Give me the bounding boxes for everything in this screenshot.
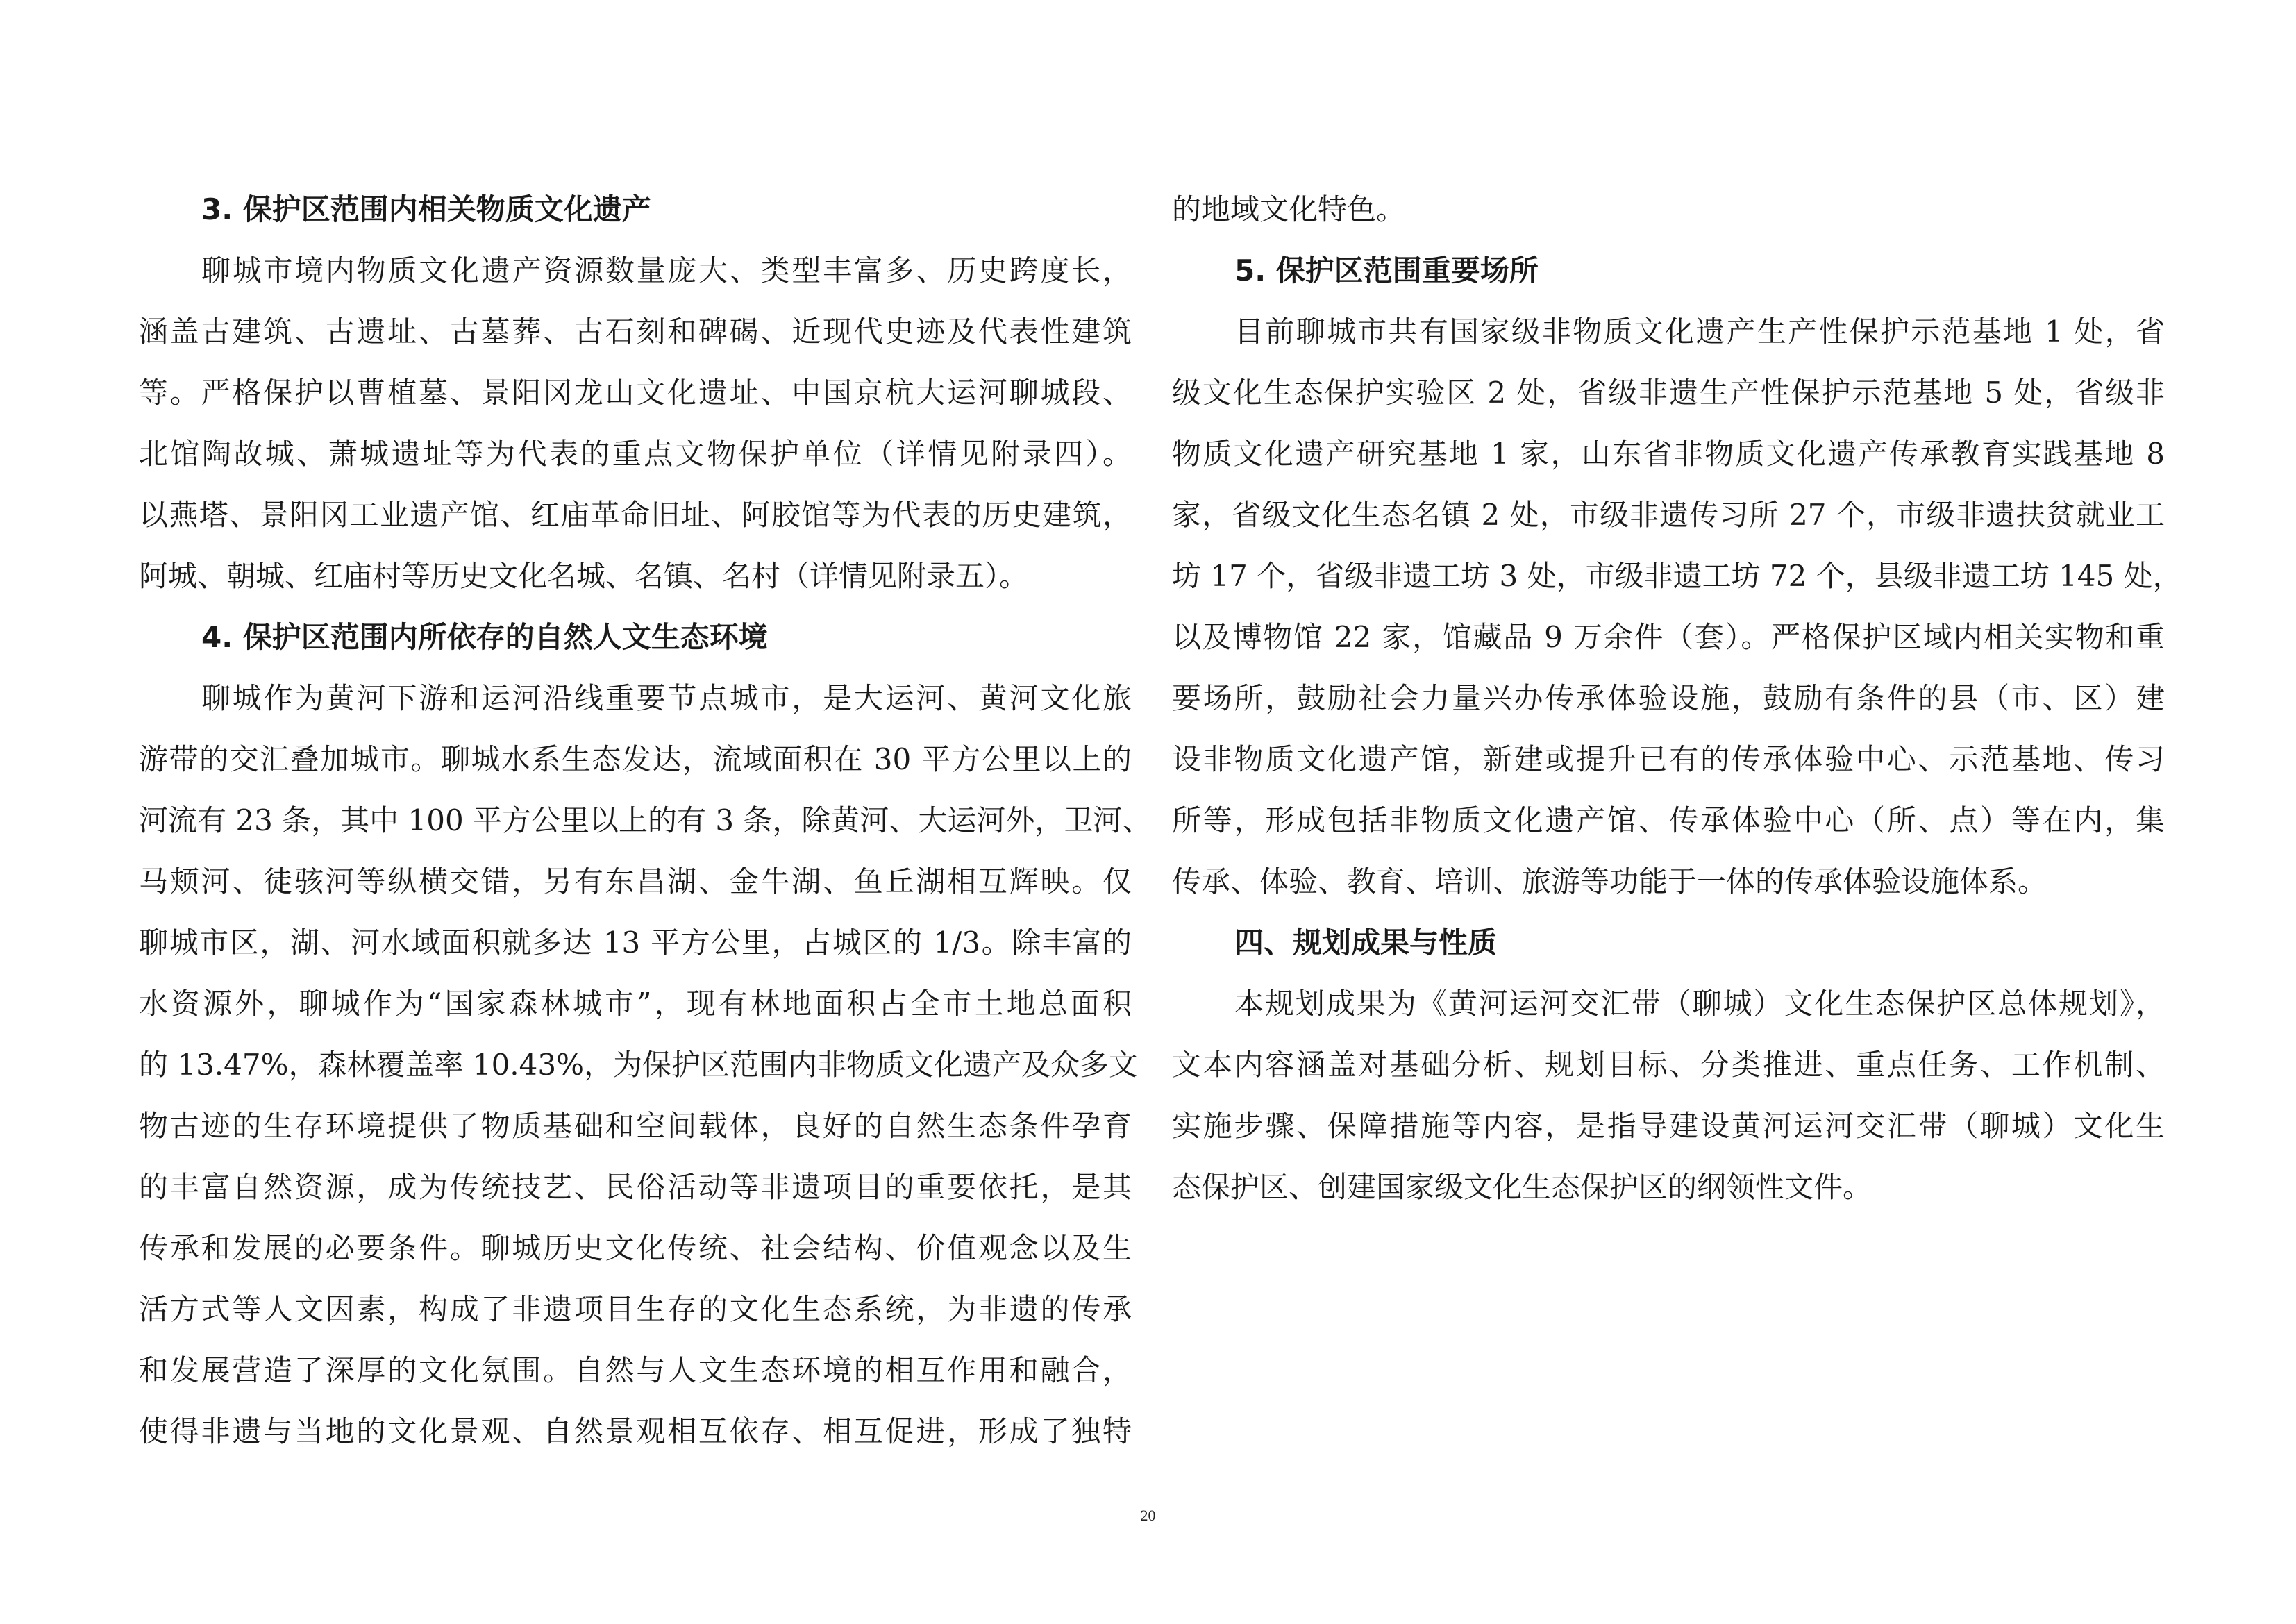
- paragraph-line: 和发展营造了深厚的文化氛围。自然与人文生态环境的相互作用和融合，: [139, 1353, 1132, 1387]
- paragraph-continuation: 的地域文化特色。: [1172, 192, 1406, 226]
- paragraph-line: 聊城市区，湖、河水域面积就多达 13 平方公里，占城区的 1/3。除丰富的: [139, 926, 1132, 960]
- left-column: [139, 179, 1152, 1462]
- paragraph-line: 以及博物馆 22 家，馆藏品 9 万余件（套）。严格保护区域内相关实物和重: [1172, 620, 2165, 654]
- paragraph-line: 水资源外，聊城作为“国家森林城市”，现有林地面积占全市土地总面积: [139, 987, 1132, 1021]
- paragraph-line: 传承、体验、教育、培训、旅游等功能于一体的传承体验设施体系。: [1172, 864, 2047, 898]
- section-3-heading: 3. 保护区范围内相关物质文化遗产: [201, 192, 651, 226]
- paragraph-line: 级文化生态保护实验区 2 处，省级非遗生产性保护示范基地 5 处，省级非: [1172, 376, 2165, 410]
- paragraph-line: 本规划成果为《黄河运河交汇带（聊城）文化生态保护区总体规划》，: [1234, 987, 2165, 1021]
- paragraph-line: 设非物质文化遗产馆，新建或提升已有的传承体验中心、示范基地、传习: [1172, 742, 2165, 776]
- paragraph-line: 所等，形成包括非物质文化遗产馆、传承体验中心（所、点）等在内，集: [1172, 803, 2165, 837]
- section-5-heading: 5. 保护区范围重要场所: [1234, 253, 1539, 287]
- section-four-heading: 四、规划成果与性质: [1234, 926, 1498, 960]
- paragraph-line: 阿城、朝城、红庙村等历史文化名城、名镇、名村（详情见附录五）。: [139, 559, 1029, 593]
- paragraph-line: 以燕塔、景阳冈工业遗产馆、红庙革命旧址、阿胶馆等为代表的历史建筑，: [139, 498, 1132, 532]
- right-column: [1172, 179, 2182, 1218]
- page-number: 20: [1140, 1507, 1156, 1524]
- section-4-heading: 4. 保护区范围内所依存的自然人文生态环境: [201, 620, 768, 654]
- paragraph-line: 态保护区、创建国家级文化生态保护区的纲领性文件。: [1172, 1170, 1872, 1204]
- paragraph-line: 北馆陶故城、萧城遗址等为代表的重点文物保护单位（详情见附录四）。: [139, 437, 1132, 471]
- paragraph-line: 的丰富自然资源，成为传统技艺、民俗活动等非遗项目的重要依托，是其: [139, 1170, 1132, 1204]
- paragraph-line: 家，省级文化生态名镇 2 处，市级非遗传习所 27 个，市级非遗扶贫就业工: [1172, 498, 2165, 532]
- paragraph-line: 涵盖古建筑、古遗址、古墓葬、古石刻和碑碣、近现代史迹及代表性建筑: [139, 315, 1132, 349]
- paragraph-line: 目前聊城市共有国家级非物质文化遗产生产性保护示范基地 1 处，省: [1234, 315, 2165, 349]
- paragraph-line: 传承和发展的必要条件。聊城历史文化传统、社会结构、价值观念以及生: [139, 1231, 1132, 1265]
- paragraph-line: 文本内容涵盖对基础分析、规划目标、分类推进、重点任务、工作机制、: [1172, 1048, 2165, 1082]
- paragraph-line: 实施步骤、保障措施等内容，是指导建设黄河运河交汇带（聊城）文化生: [1172, 1109, 2165, 1143]
- paragraph-line: 河流有 23 条，其中 100 平方公里以上的有 3 条，除黄河、大运河外，卫河、: [139, 803, 1152, 837]
- paragraph-line: 等。严格保护以曹植墓、景阳冈龙山文化遗址、中国京杭大运河聊城段、: [139, 376, 1132, 410]
- paragraph-line: 要场所，鼓励社会力量兴办传承体验设施，鼓励有条件的县（市、区）建: [1172, 681, 2165, 715]
- paragraph-line: 的 13.47%，森林覆盖率 10.43%，为保护区范围内非物质文化遗产及众多文: [139, 1048, 1138, 1082]
- paragraph-line: 游带的交汇叠加城市。聊城水系生态发达，流域面积在 30 平方公里以上的: [139, 742, 1132, 776]
- paragraph-line: 马颊河、徒骇河等纵横交错，另有东昌湖、金牛湖、鱼丘湖相互辉映。仅: [139, 864, 1132, 898]
- paragraph-line: 活方式等人文因素，构成了非遗项目生存的文化生态系统，为非遗的传承: [139, 1292, 1132, 1326]
- paragraph-line: 使得非遗与当地的文化景观、自然景观相互依存、相互促进，形成了独特: [139, 1414, 1132, 1448]
- paragraph-line: 聊城作为黄河下游和运河沿线重要节点城市，是大运河、黄河文化旅: [201, 681, 1132, 715]
- paragraph-line: 坊 17 个，省级非遗工坊 3 处，市级非遗工坊 72 个，县级非遗工坊 145 处，: [1172, 559, 2182, 593]
- paragraph-line: 聊城市境内物质文化遗产资源数量庞大、类型丰富多、历史跨度长，: [201, 253, 1132, 287]
- paragraph-line: 物质文化遗产研究基地 1 家，山东省非物质文化遗产传承教育实践基地 8: [1172, 437, 2165, 471]
- paragraph-line: 物古迹的生存环境提供了物质基础和空间载体，良好的自然生态条件孕育: [139, 1109, 1132, 1143]
